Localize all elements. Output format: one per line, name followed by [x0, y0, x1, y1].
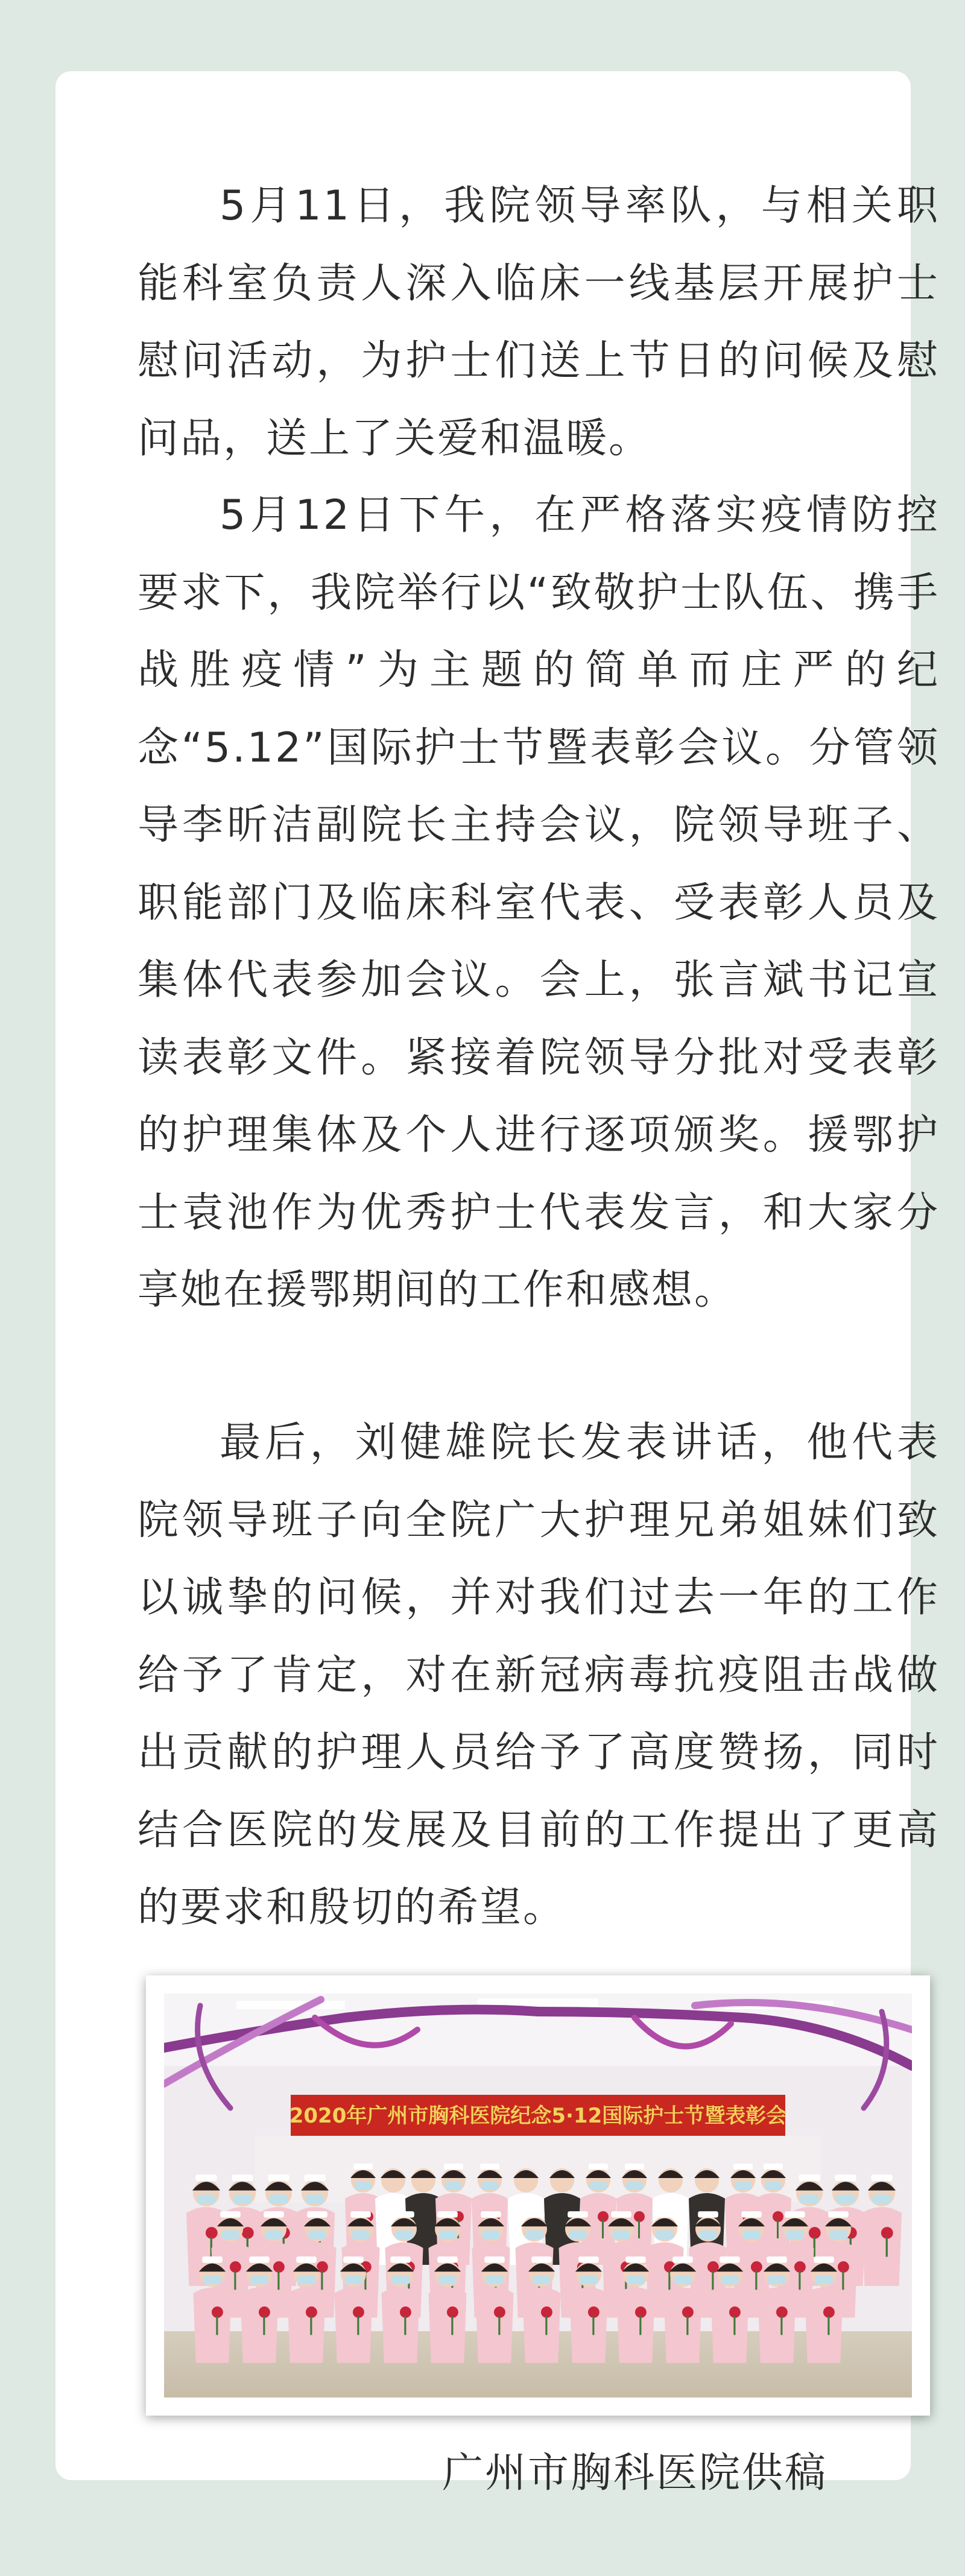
- group-photo: [164, 1994, 912, 2398]
- photo-credit: 广州市胸科医院供稿: [441, 2449, 827, 2497]
- article-card: [55, 71, 940, 2497]
- banner-text: 2020年广州市胸科医院纪念5·12国际护士节暨表彰会: [289, 2104, 787, 2128]
- group-photo-frame: [146, 1975, 930, 2416]
- article-paragraph-3: 最后，刘健雄院长发表讲话，他代表院领导班子向全院广大护理兄弟姐妹们致以诚挚的问候，并对我们过去一年的工作给予了肯定，对在新冠病毒抗疫阻击战做出贡献的护理人员给予了高度赞扬，同时结合医院的发展及目前的工作提出了更高的要求和殷切的希望。: [138, 1419, 940, 1931]
- group-photo-illustration: [164, 1994, 912, 2398]
- article-paragraph-2: 5月12日下午，在严格落实疫情防控要求下，我院举行以“致敬护士队伍、携手战胜疫情”为主题的简单而庄严的纪念“5.12”国际护士节暨表彰会议。分管领导李昕洁副院长主持会议，院领导班子、职能部门及临床科室代表、受表彰人员及集体代表参加会议。会上，张言斌书记宣读表彰文件。紧接着院领导分批对受表彰的护理集体及个人进行逐项颁奖。援鄂护士袁池作为优秀护士代表发言，和大家分享她在援鄂期间的工作和感想。: [138, 491, 940, 1314]
- article-paragraph-1: 5月11日，我院领导率队，与相关职能科室负责人深入临床一线基层开展护士慰问活动，为护士们送上节日的问候及慰问品，送上了关爱和温暖。: [138, 182, 940, 462]
